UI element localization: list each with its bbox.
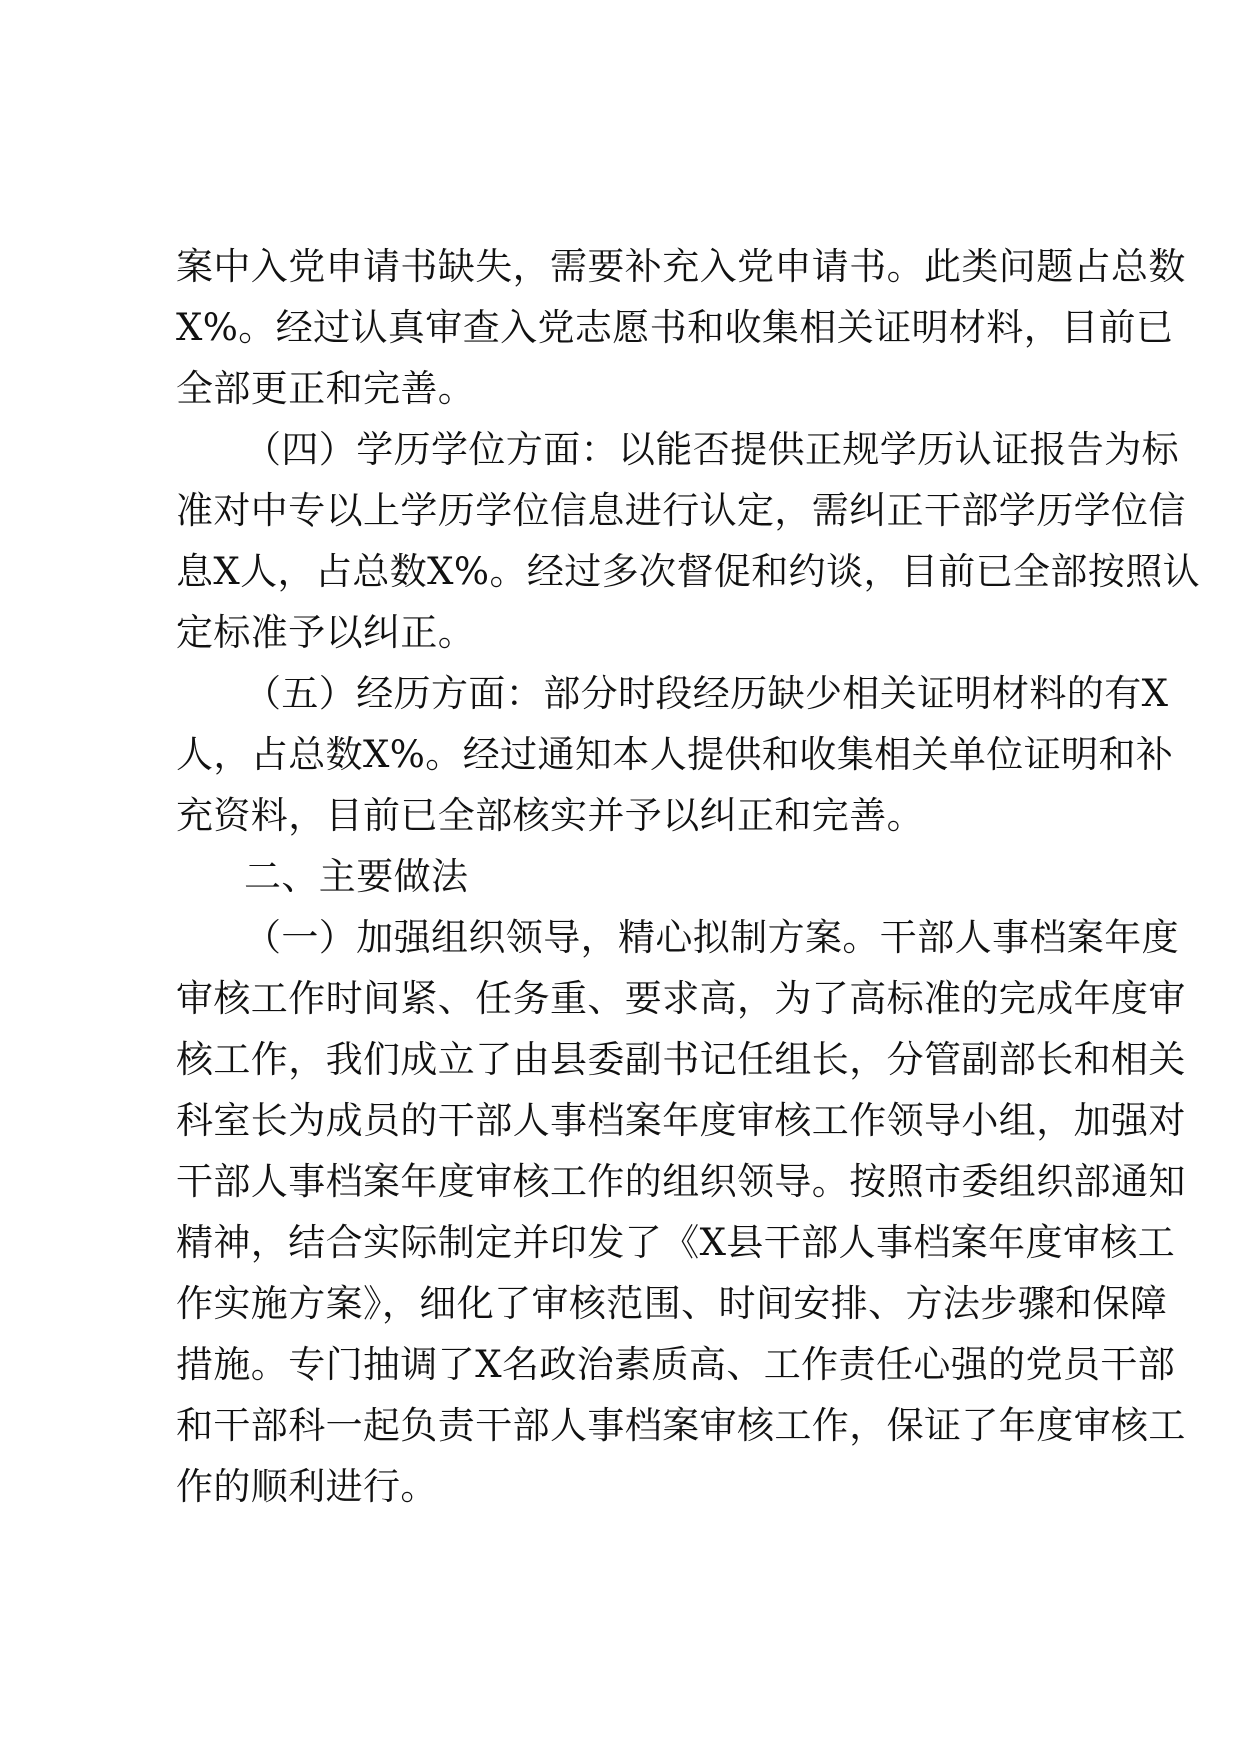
text-line: 和干部科一起负责干部人事档案审核工作，保证了年度审核工 xyxy=(176,1404,1186,1447)
paragraph-heading-experience: （五）经历方面：部分时段经历缺少相关证明材料的有X xyxy=(244,672,1169,715)
text-line: 作的顺利进行。 xyxy=(176,1465,438,1508)
text-line: 充资料，目前已全部核实并予以纠正和完善。 xyxy=(176,794,924,837)
text-line: 措施。专门抽调了X名政治素质高、工作责任心强的党员干部 xyxy=(176,1343,1176,1386)
text-line: 案中入党申请书缺失，需要补充入党申请书。此类问题占总数 xyxy=(176,245,1186,288)
text-line: 全部更正和完善。 xyxy=(176,367,476,410)
paragraph-heading-leadership: （一）加强组织领导，精心拟制方案。干部人事档案年度 xyxy=(244,916,1179,959)
document-body xyxy=(176,236,1201,1517)
paragraph-heading-education: （四）学历学位方面：以能否提供正规学历认证报告为标 xyxy=(244,428,1179,471)
section-heading-main-practices: 二、主要做法 xyxy=(244,855,469,898)
text-line: 息X人，占总数X%。经过多次督促和约谈，目前已全部按照认 xyxy=(176,550,1201,593)
text-line: 准对中专以上学历学位信息进行认定，需纠正干部学历学位信 xyxy=(176,489,1186,532)
text-line: 干部人事档案年度审核工作的组织领导。按照市委组织部通知 xyxy=(176,1160,1186,1203)
text-line: 人，占总数X%。经过通知本人提供和收集相关单位证明和补 xyxy=(176,733,1174,776)
text-line: 核工作，我们成立了由县委副书记任组长，分管副部长和相关 xyxy=(176,1038,1186,1081)
text-line: X%。经过认真审查入党志愿书和收集相关证明材料，目前已 xyxy=(176,306,1174,349)
text-line: 精神，结合实际制定并印发了《X县干部人事档案年度审核工 xyxy=(176,1221,1176,1264)
text-line: 定标准予以纠正。 xyxy=(176,611,476,654)
text-line: 作实施方案》，细化了审核范围、时间安排、方法步骤和保障 xyxy=(176,1282,1168,1325)
text-line: 审核工作时间紧、任务重、要求高，为了高标准的完成年度审 xyxy=(176,977,1186,1020)
text-line: 科室长为成员的干部人事档案年度审核工作领导小组，加强对 xyxy=(176,1099,1186,1142)
